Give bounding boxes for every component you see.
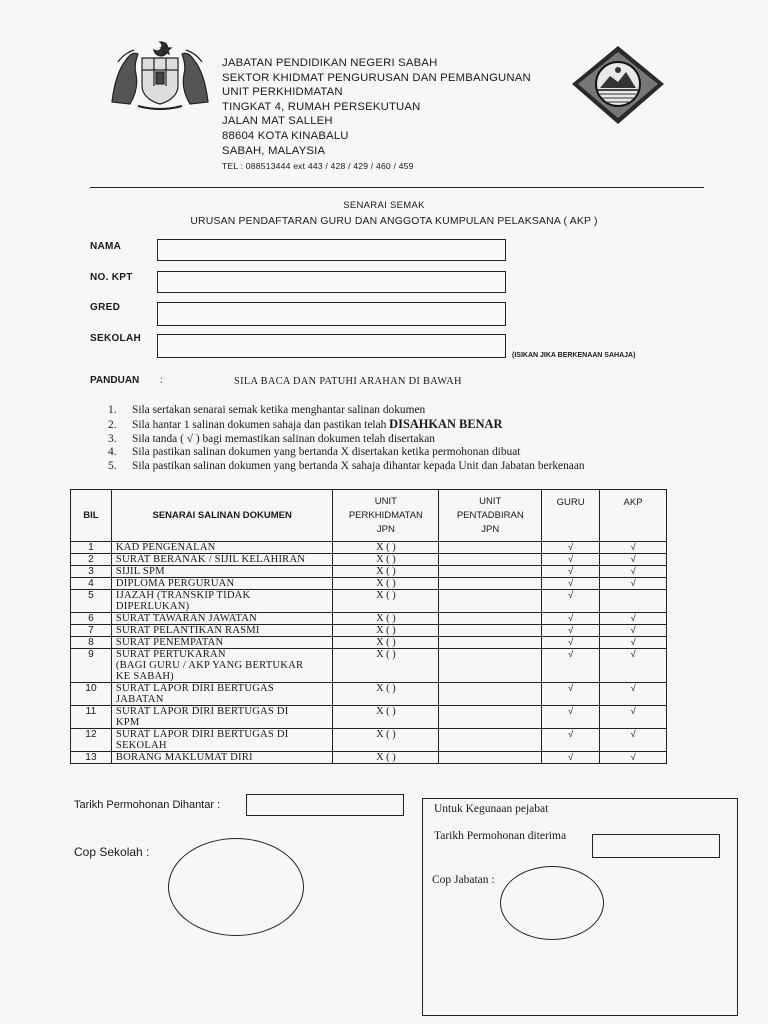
header-line: PERKHIDMATAN <box>348 509 423 521</box>
document-line: KE SABAH) <box>115 671 174 682</box>
row-unit-pentadbiran-mark[interactable] <box>439 729 542 752</box>
document-line: IJAZAH (TRANSKIP TIDAK <box>115 590 251 601</box>
row-unit-perkhidmatan-mark[interactable]: X ( ) <box>333 752 439 764</box>
tarikh-diterima-field[interactable] <box>592 834 720 858</box>
instruction-number: 5. <box>108 460 117 473</box>
row-akp-check[interactable]: √ <box>600 729 667 752</box>
row-bil: 9 <box>71 649 112 683</box>
row-akp-check[interactable]: √ <box>600 649 667 683</box>
header-line: JPN <box>481 523 500 535</box>
document-line: SURAT LAPOR DIRI BERTUGAS <box>115 683 274 694</box>
instruction-number: 4. <box>108 446 117 459</box>
row-unit-perkhidmatan-mark[interactable]: X ( ) <box>333 637 439 649</box>
header-line: PENTADBIRAN <box>456 509 524 521</box>
table-row <box>71 554 667 566</box>
address-line: TINGKAT 4, RUMAH PERSEKUTUAN <box>222 100 421 113</box>
row-guru-check[interactable]: √ <box>542 578 600 590</box>
header-unit-pentadbiran <box>439 490 542 542</box>
table-row <box>71 542 667 554</box>
row-unit-pentadbiran-mark[interactable] <box>439 649 542 683</box>
header-line: UNIT <box>479 495 502 507</box>
malaysia-coat-of-arms-icon <box>108 40 212 112</box>
document-line: DIPERLUKAN) <box>115 601 190 612</box>
gred-label: GRED <box>90 302 121 313</box>
row-bil: 1 <box>71 542 112 554</box>
cop-sekolah-stamp-area <box>168 838 304 936</box>
cop-jabatan-stamp-area <box>500 866 604 940</box>
optional-note: (ISIKAN JIKA BERKENAAN SAHAJA) <box>512 352 636 359</box>
row-unit-pentadbiran-mark[interactable] <box>439 590 542 613</box>
row-unit-pentadbiran-mark[interactable] <box>439 683 542 706</box>
address-block <box>222 56 531 174</box>
row-document <box>111 729 333 752</box>
row-bil: 5 <box>71 590 112 613</box>
row-unit-perkhidmatan-mark[interactable]: X ( ) <box>333 578 439 590</box>
table-row <box>71 649 667 683</box>
row-unit-perkhidmatan-mark[interactable]: X ( ) <box>333 729 439 752</box>
table-row <box>71 706 667 729</box>
office-use-title: Untuk Kegunaan pejabat <box>434 803 549 815</box>
row-document <box>111 590 333 613</box>
document-line: JABATAN <box>115 694 164 705</box>
row-document <box>111 649 333 683</box>
panduan-label: PANDUAN <box>90 375 140 386</box>
instruction-number: 1. <box>108 404 117 416</box>
document-checklist-table <box>70 489 667 764</box>
row-guru-check[interactable]: √ <box>542 637 600 649</box>
document-line: SURAT BERANAK / SIJIL KELAHIRAN <box>115 554 306 565</box>
row-bil: 3 <box>71 566 112 578</box>
table-row <box>71 637 667 649</box>
sekolah-field[interactable] <box>157 334 506 358</box>
row-unit-perkhidmatan-mark[interactable]: X ( ) <box>333 566 439 578</box>
row-akp-check[interactable]: √ <box>600 625 667 637</box>
row-bil: 12 <box>71 729 112 752</box>
row-unit-pentadbiran-mark[interactable] <box>439 566 542 578</box>
header-guru: GURU <box>542 490 600 542</box>
address-line: SEKTOR KHIDMAT PENGURUSAN DAN PEMBANGUNAN <box>222 71 531 84</box>
row-guru-check[interactable]: √ <box>542 683 600 706</box>
instruction-item <box>108 446 585 460</box>
row-akp-check[interactable]: √ <box>600 554 667 566</box>
row-akp-check[interactable]: √ <box>600 637 667 649</box>
row-guru-check[interactable]: √ <box>542 706 600 729</box>
row-document <box>111 566 333 578</box>
row-unit-pentadbiran-mark[interactable] <box>439 554 542 566</box>
row-unit-pentadbiran-mark[interactable] <box>439 752 542 764</box>
address-line: UNIT PERKHIDMATAN <box>222 86 343 99</box>
instruction-text: Sila sertakan senarai semak ketika menghantar salinan dokumen <box>132 404 426 416</box>
row-guru-check[interactable]: √ <box>542 542 600 554</box>
instruction-item <box>108 433 585 447</box>
table-row <box>71 729 667 752</box>
row-bil: 6 <box>71 613 112 625</box>
address-line: 88604 KOTA KINABALU <box>222 129 349 142</box>
telephone-line: TEL : 088513444 ext 443 / 428 / 429 / 460 / 459 <box>222 161 414 172</box>
row-bil: 8 <box>71 637 112 649</box>
document-line: SEKOLAH <box>115 740 167 751</box>
table-header-row <box>71 490 667 542</box>
row-bil: 10 <box>71 683 112 706</box>
instruction-number: 3. <box>108 432 117 445</box>
panduan-text: SILA BACA DAN PATUHI ARAHAN DI BAWAH <box>234 376 462 387</box>
header-line: JPN <box>376 523 395 535</box>
row-guru-check[interactable]: √ <box>542 566 600 578</box>
row-guru-check[interactable]: √ <box>542 554 600 566</box>
row-guru-check[interactable]: √ <box>542 649 600 683</box>
table-row <box>71 590 667 613</box>
row-unit-perkhidmatan-mark[interactable]: X ( ) <box>333 613 439 625</box>
row-document <box>111 752 333 764</box>
document-line: SURAT LAPOR DIRI BERTUGAS DI <box>115 706 289 717</box>
sekolah-label: SEKOLAH <box>90 333 141 344</box>
instruction-item <box>108 404 585 418</box>
row-guru-check[interactable]: √ <box>542 590 600 613</box>
instruction-text: Sila pastikan salinan dokumen yang bertanda X sahaja dihantar kepada Unit dan Jabatan berkenaan <box>132 460 585 473</box>
row-document <box>111 706 333 729</box>
row-unit-perkhidmatan-mark[interactable]: X ( ) <box>333 542 439 554</box>
form-title: SENARAI SEMAK <box>343 200 425 211</box>
document-line: SURAT TAWARAN JAWATAN <box>115 613 257 624</box>
row-unit-pentadbiran-mark[interactable] <box>439 637 542 649</box>
row-unit-pentadbiran-mark[interactable] <box>439 578 542 590</box>
row-akp-check[interactable]: √ <box>600 683 667 706</box>
row-unit-pentadbiran-mark[interactable] <box>439 542 542 554</box>
nama-field[interactable] <box>157 239 506 261</box>
row-unit-perkhidmatan-mark[interactable]: X ( ) <box>333 706 439 729</box>
row-document <box>111 554 333 566</box>
row-unit-pentadbiran-mark[interactable] <box>439 625 542 637</box>
table-row <box>71 566 667 578</box>
header-divider <box>90 187 704 188</box>
header-unit-perkhidmatan <box>333 490 439 542</box>
row-akp-check[interactable]: √ <box>600 566 667 578</box>
row-bil: 2 <box>71 554 112 566</box>
document-line: SURAT PELANTIKAN RASMI <box>115 625 260 636</box>
table-row <box>71 613 667 625</box>
address-line: JABATAN PENDIDIKAN NEGERI SABAH <box>222 57 438 69</box>
row-document <box>111 542 333 554</box>
row-unit-perkhidmatan-mark[interactable]: X ( ) <box>333 683 439 706</box>
row-unit-pentadbiran-mark[interactable] <box>439 613 542 625</box>
address-line: SABAH, MALAYSIA <box>222 144 326 157</box>
cop-jabatan-label: Cop Jabatan : <box>432 874 495 886</box>
document-line: SURAT LAPOR DIRI BERTUGAS DI <box>115 729 289 740</box>
tarikh-permohonan-label: Tarikh Permohonan Dihantar : <box>74 799 221 811</box>
no-kpt-field[interactable] <box>157 271 506 293</box>
row-bil: 4 <box>71 578 112 590</box>
row-akp-check[interactable]: √ <box>600 706 667 729</box>
tarikh-diterima-label: Tarikh Permohonan diterima <box>434 830 567 842</box>
header-akp: AKP <box>600 490 667 542</box>
row-akp-check[interactable]: √ <box>600 613 667 625</box>
document-line: (BAGI GURU / AKP YANG BERTUKAR <box>115 660 304 671</box>
instruction-item <box>108 460 585 474</box>
table-row <box>71 578 667 590</box>
document-line: KPM <box>115 717 140 728</box>
row-akp-check[interactable]: √ <box>600 752 667 764</box>
header-document: SENARAI SALINAN DOKUMEN <box>111 490 333 542</box>
panduan-colon: : <box>160 375 163 386</box>
header-line: UNIT <box>374 495 397 507</box>
address-line: JALAN MAT SALLEH <box>222 115 333 128</box>
row-guru-check[interactable]: √ <box>542 729 600 752</box>
table-row <box>71 625 667 637</box>
instruction-number: 2. <box>108 418 117 431</box>
row-document <box>111 637 333 649</box>
row-guru-check[interactable]: √ <box>542 613 600 625</box>
instruction-item <box>108 418 585 433</box>
document-line: SIJIL SPM <box>115 566 165 577</box>
row-bil: 11 <box>71 706 112 729</box>
instruction-text: Sila hantar 1 salinan dokumen sahaja dan pastikan telah <box>132 418 390 431</box>
row-akp-check[interactable] <box>600 590 667 613</box>
instruction-text: Sila tanda ( √ ) bagi memastikan salinan dokumen telah disertakan <box>132 432 435 445</box>
table-row <box>71 752 667 764</box>
nama-label: NAMA <box>90 241 122 252</box>
row-guru-check[interactable]: √ <box>542 625 600 637</box>
row-document <box>111 613 333 625</box>
row-bil: 7 <box>71 625 112 637</box>
row-document <box>111 683 333 706</box>
sabah-crest-icon <box>570 44 666 126</box>
row-unit-pentadbiran-mark[interactable] <box>439 706 542 729</box>
document-line: SURAT PENEMPATAN <box>115 637 224 648</box>
table-row <box>71 683 667 706</box>
row-unit-perkhidmatan-mark[interactable]: X ( ) <box>333 649 439 683</box>
row-document <box>111 625 333 637</box>
row-akp-check[interactable]: √ <box>600 542 667 554</box>
row-unit-perkhidmatan-mark[interactable]: X ( ) <box>333 625 439 637</box>
gred-field[interactable] <box>157 302 506 326</box>
cop-sekolah-label: Cop Sekolah : <box>74 845 150 859</box>
document-line: KAD PENGENALAN <box>115 542 216 553</box>
document-line: BORANG MAKLUMAT DIRI <box>115 752 253 763</box>
no-kpt-label: NO. KPT <box>90 272 133 283</box>
header-bil: BIL <box>71 490 112 542</box>
instruction-text: Sila pastikan salinan dokumen yang bertanda X disertakan ketika permohonan dibuat <box>132 446 521 459</box>
row-akp-check[interactable]: √ <box>600 578 667 590</box>
document-line: DIPLOMA PERGURUAN <box>115 578 235 589</box>
instruction-emphasis: DISAHKAN BENAR <box>389 416 503 431</box>
row-unit-perkhidmatan-mark[interactable]: X ( ) <box>333 554 439 566</box>
row-unit-perkhidmatan-mark[interactable]: X ( ) <box>333 590 439 613</box>
row-guru-check[interactable]: √ <box>542 752 600 764</box>
row-document <box>111 578 333 590</box>
tarikh-permohonan-field[interactable] <box>246 794 404 816</box>
instruction-list <box>108 404 585 474</box>
document-line: SURAT PERTUKARAN <box>115 649 226 660</box>
row-bil: 13 <box>71 752 112 764</box>
form-subtitle: URUSAN PENDAFTARAN GURU DAN ANGGOTA KUMPULAN PELAKSANA ( AKP ) <box>190 216 598 227</box>
